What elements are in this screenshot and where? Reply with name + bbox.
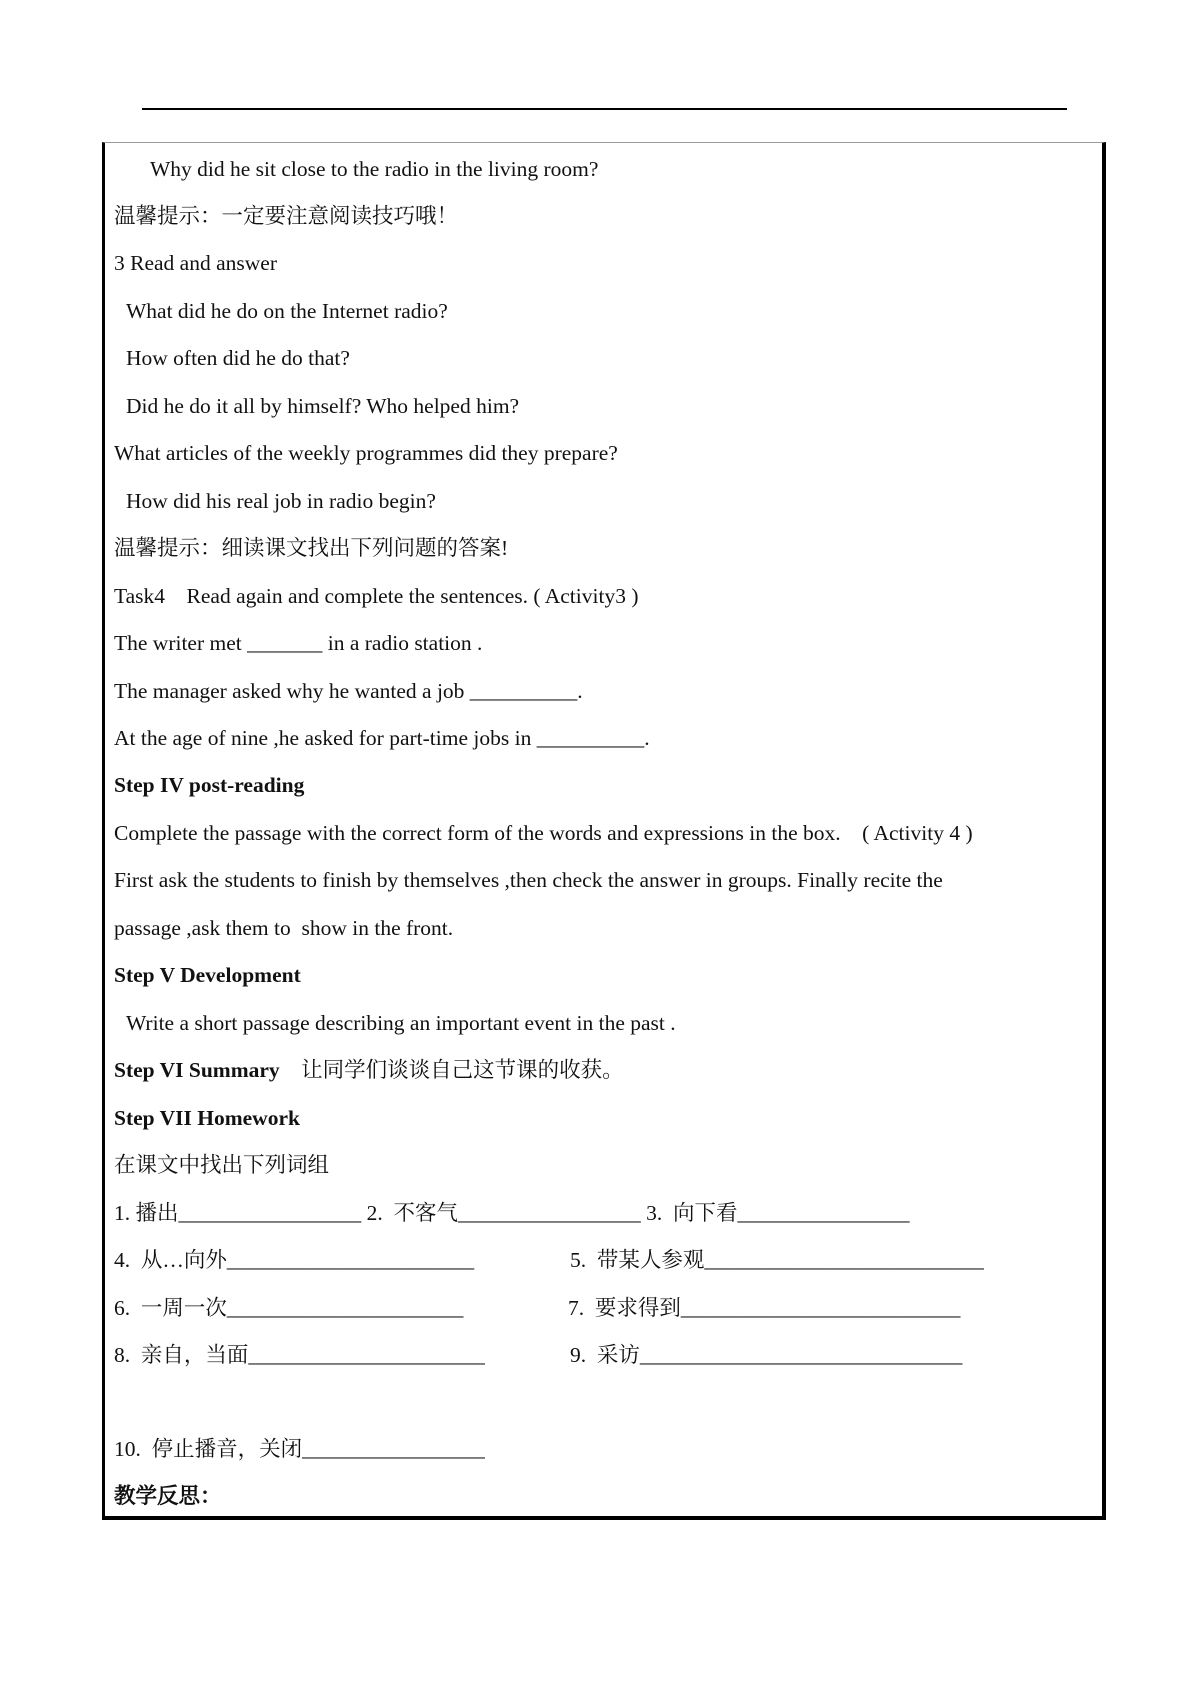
step4-title: Step IV post-reading: [114, 773, 305, 797]
tip-reading-skill: 温馨提示：一定要注意阅读技巧哦！: [114, 204, 459, 228]
phrase-9: 9. 采访______________________________: [570, 1343, 963, 1367]
find-phrases-instruction: 在课文中找出下列词组: [114, 1153, 330, 1177]
phrase-7: 7. 要求得到__________________________: [568, 1296, 961, 1320]
first-instruction-1: First ask the students to finish by themselves ,then check the answer in groups. Finally recite the: [114, 868, 943, 892]
question-radio: Why did he sit close to the radio in the living room?: [150, 157, 599, 181]
task4-heading: Task4 Read again and complete the sentences. ( Activity3 ): [114, 584, 639, 608]
question-2: How often did he do that?: [126, 346, 350, 370]
phrase-5: 5. 带某人参观__________________________: [570, 1248, 984, 1272]
teaching-reflection: 教学反思：: [114, 1484, 222, 1508]
step6-title: Step VI Summary: [114, 1058, 280, 1082]
sentence-2: The manager asked why he wanted a job __________.: [114, 679, 583, 703]
phrase-8: 8. 亲自，当面______________________: [114, 1343, 485, 1367]
tip-find-answers: 温馨提示：细读课文找出下列问题的答案!: [114, 536, 509, 560]
phrase-6: 6. 一周一次______________________: [114, 1296, 464, 1320]
question-3: Did he do it all by himself? Who helped him?: [126, 394, 520, 418]
read-and-answer-heading: 3 Read and answer: [114, 251, 277, 275]
phrase-10: 10. 停止播音，关闭_________________: [114, 1437, 485, 1461]
first-instruction-2: passage ,ask them to show in the front.: [114, 916, 454, 940]
step7-title: Step VII Homework: [114, 1106, 300, 1130]
question-1: What did he do on the Internet radio?: [126, 299, 448, 323]
complete-instruction: Complete the passage with the correct form of the words and expressions in the box. ( Activity 4 ): [114, 821, 973, 845]
header-rule: [142, 108, 1067, 110]
phrase-row-1: 1. 播出_________________ 2. 不客气_________________ 3. 向下看________________: [114, 1201, 910, 1225]
phrase-4: 4. 从…向外_______________________: [114, 1248, 475, 1272]
sentence-1: The writer met _______ in a radio station .: [114, 631, 483, 655]
step6-text: 让同学们谈谈自己这节课的收获。: [301, 1058, 624, 1082]
step6-row: [114, 1056, 624, 1084]
question-5: How did his real job in radio begin?: [126, 489, 436, 513]
write-instruction: Write a short passage describing an important event in the past .: [126, 1011, 676, 1035]
question-4: What articles of the weekly programmes did they prepare?: [114, 441, 618, 465]
sentence-3: At the age of nine ,he asked for part-time jobs in __________.: [114, 726, 650, 750]
step5-title: Step V Development: [114, 963, 301, 987]
